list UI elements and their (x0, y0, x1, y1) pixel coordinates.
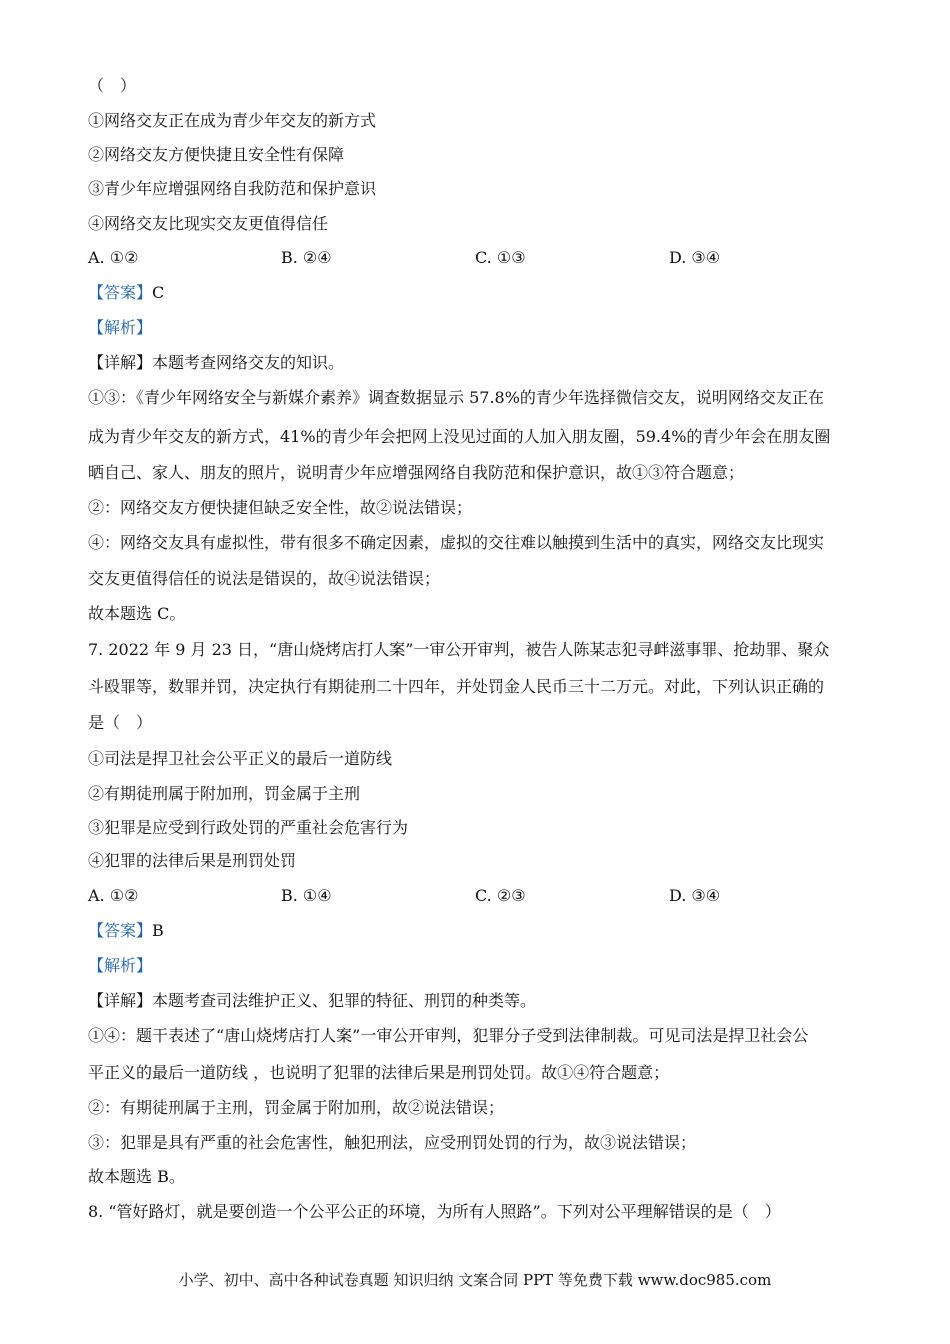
q6-item-3: ③青少年应增强网络自我防范和保护意识 (88, 179, 377, 198)
q6-item-2: ②网络交友方便快捷且安全性有保障 (88, 145, 345, 164)
q6-analysis-tag (88, 317, 862, 339)
q6-explanation-line: ②：网络交友方便快捷但缺乏安全性，故②说法错误； (88, 498, 473, 517)
q7-item-4: ④犯罪的法律后果是刑罚处罚 (88, 851, 297, 870)
q7-conclusion: 故本题选 B。 (88, 1167, 185, 1186)
q6-item-1: ①网络交友正在成为青少年交友的新方式 (88, 111, 377, 130)
q7-option-d: D. ③④ (669, 886, 721, 905)
q7-detail-tag: 【详解】 (88, 991, 153, 1010)
q7-answer-value: B (152, 921, 164, 940)
q7-item-2: ②有期徒刑属于附加刑，罚金属于主刑 (88, 784, 361, 803)
q7-option-a: A. ①② (88, 886, 139, 905)
q7-explanation-line: ③：犯罪是具有严重的社会危害性，触犯刑法，应受刑罚处罚的行为，故③说法错误； (88, 1133, 697, 1152)
q6-explanation-line: ④：网络交友具有虚拟性，带有很多不确定因素，虚拟的交往难以触摸到生活中的真实，网络交友比现实 (88, 533, 825, 552)
q6-option-d: D. ③④ (669, 248, 721, 267)
q7-option-b: B. ①④ (281, 886, 332, 905)
q6-option-b: B. ②④ (281, 248, 332, 267)
q6-options (88, 247, 868, 269)
q6-item-4: ④网络交友比现实交友更值得信任 (88, 214, 329, 233)
q6-explanation-line: 晒自己、家人、朋友的照片，说明青少年应增强网络自我防范和保护意识，故①③符合题意； (88, 463, 745, 482)
q7-answer (88, 920, 862, 942)
q6-explanation-line: 交友更值得信任的说法是错误的，故④说法错误； (88, 569, 441, 588)
q7-options (88, 885, 868, 907)
q6-explanation-line: 成为青少年交友的新方式，41%的青少年会把网上没见过面的人加入朋友圈，59.4%的青少年会在朋友圈 (88, 427, 831, 446)
page-footer: 小学、初中、高中各种试卷真题 知识归纳 文案合同 PPT 等免费下载 www.doc985.com (178, 1271, 772, 1289)
q7-stem-line: 斗殴罪等，数罪并罚，决定执行有期徒刑二十四年，并处罚金人民币三十二万元。对此，下列认识正确的 (88, 677, 825, 696)
q6-answer-value: C (152, 283, 165, 302)
q7-detail (88, 990, 862, 1012)
q6-detail-text: 本题考查网络交友的知识。 (152, 353, 345, 372)
q6-detail (88, 352, 862, 374)
q6-analysis-label: 【解析】 (88, 318, 153, 337)
q7-answer-tag: 【答案】 (88, 921, 153, 940)
q7-analysis-label: 【解析】 (88, 956, 153, 975)
q7-detail-text: 本题考查司法维护正义、犯罪的特征、刑罚的种类等。 (152, 991, 537, 1010)
q7-stem-line: 是（ ） (88, 713, 153, 732)
q7-item-1: ①司法是捍卫社会公平正义的最后一道防线 (88, 749, 393, 768)
q8-stem: 8. “管好路灯，就是要创造一个公平公正的环境，为所有人照路”。下列对公平理解错误的是（ ） (88, 1202, 781, 1221)
q7-explanation-line: ②：有期徒刑属于主刑，罚金属于附加刑，故②说法错误； (88, 1098, 505, 1117)
q7-analysis-tag (88, 955, 862, 977)
q6-answer (88, 282, 862, 304)
q6-detail-tag: 【详解】 (88, 353, 153, 372)
q6-option-a: A. ①② (88, 248, 139, 267)
q7-stem-line: 7. 2022 年 9 月 23 日，“唐山烧烤店打人案”一审公开审判，被告人陈某志犯寻衅滋事罪、抢劫罪、聚众 (88, 640, 830, 659)
q7-option-c: C. ②③ (475, 886, 526, 905)
q6-option-c: C. ①③ (475, 248, 526, 267)
prev-question-bracket: （ ） (88, 76, 137, 95)
q7-explanation-line: 平正义的最后一道防线 ，也说明了犯罪的法律后果是刑罚处罚。故①④符合题意； (88, 1063, 670, 1082)
q7-explanation-line: ①④：题干表述了“唐山烧烤店打人案”一审公开审判，犯罪分子受到法律制裁。可见司法是捍卫社会公 (88, 1026, 809, 1045)
q6-conclusion: 故本题选 C。 (88, 604, 186, 623)
q6-answer-tag: 【答案】 (88, 283, 153, 302)
q6-explanation-line: ①③：《青少年网络安全与新媒介素养》调查数据显示 57.8%的青少年选择微信交友，说明网络交友正在 (88, 388, 824, 407)
q7-item-3: ③犯罪是应受到行政处罚的严重社会危害行为 (88, 818, 409, 837)
